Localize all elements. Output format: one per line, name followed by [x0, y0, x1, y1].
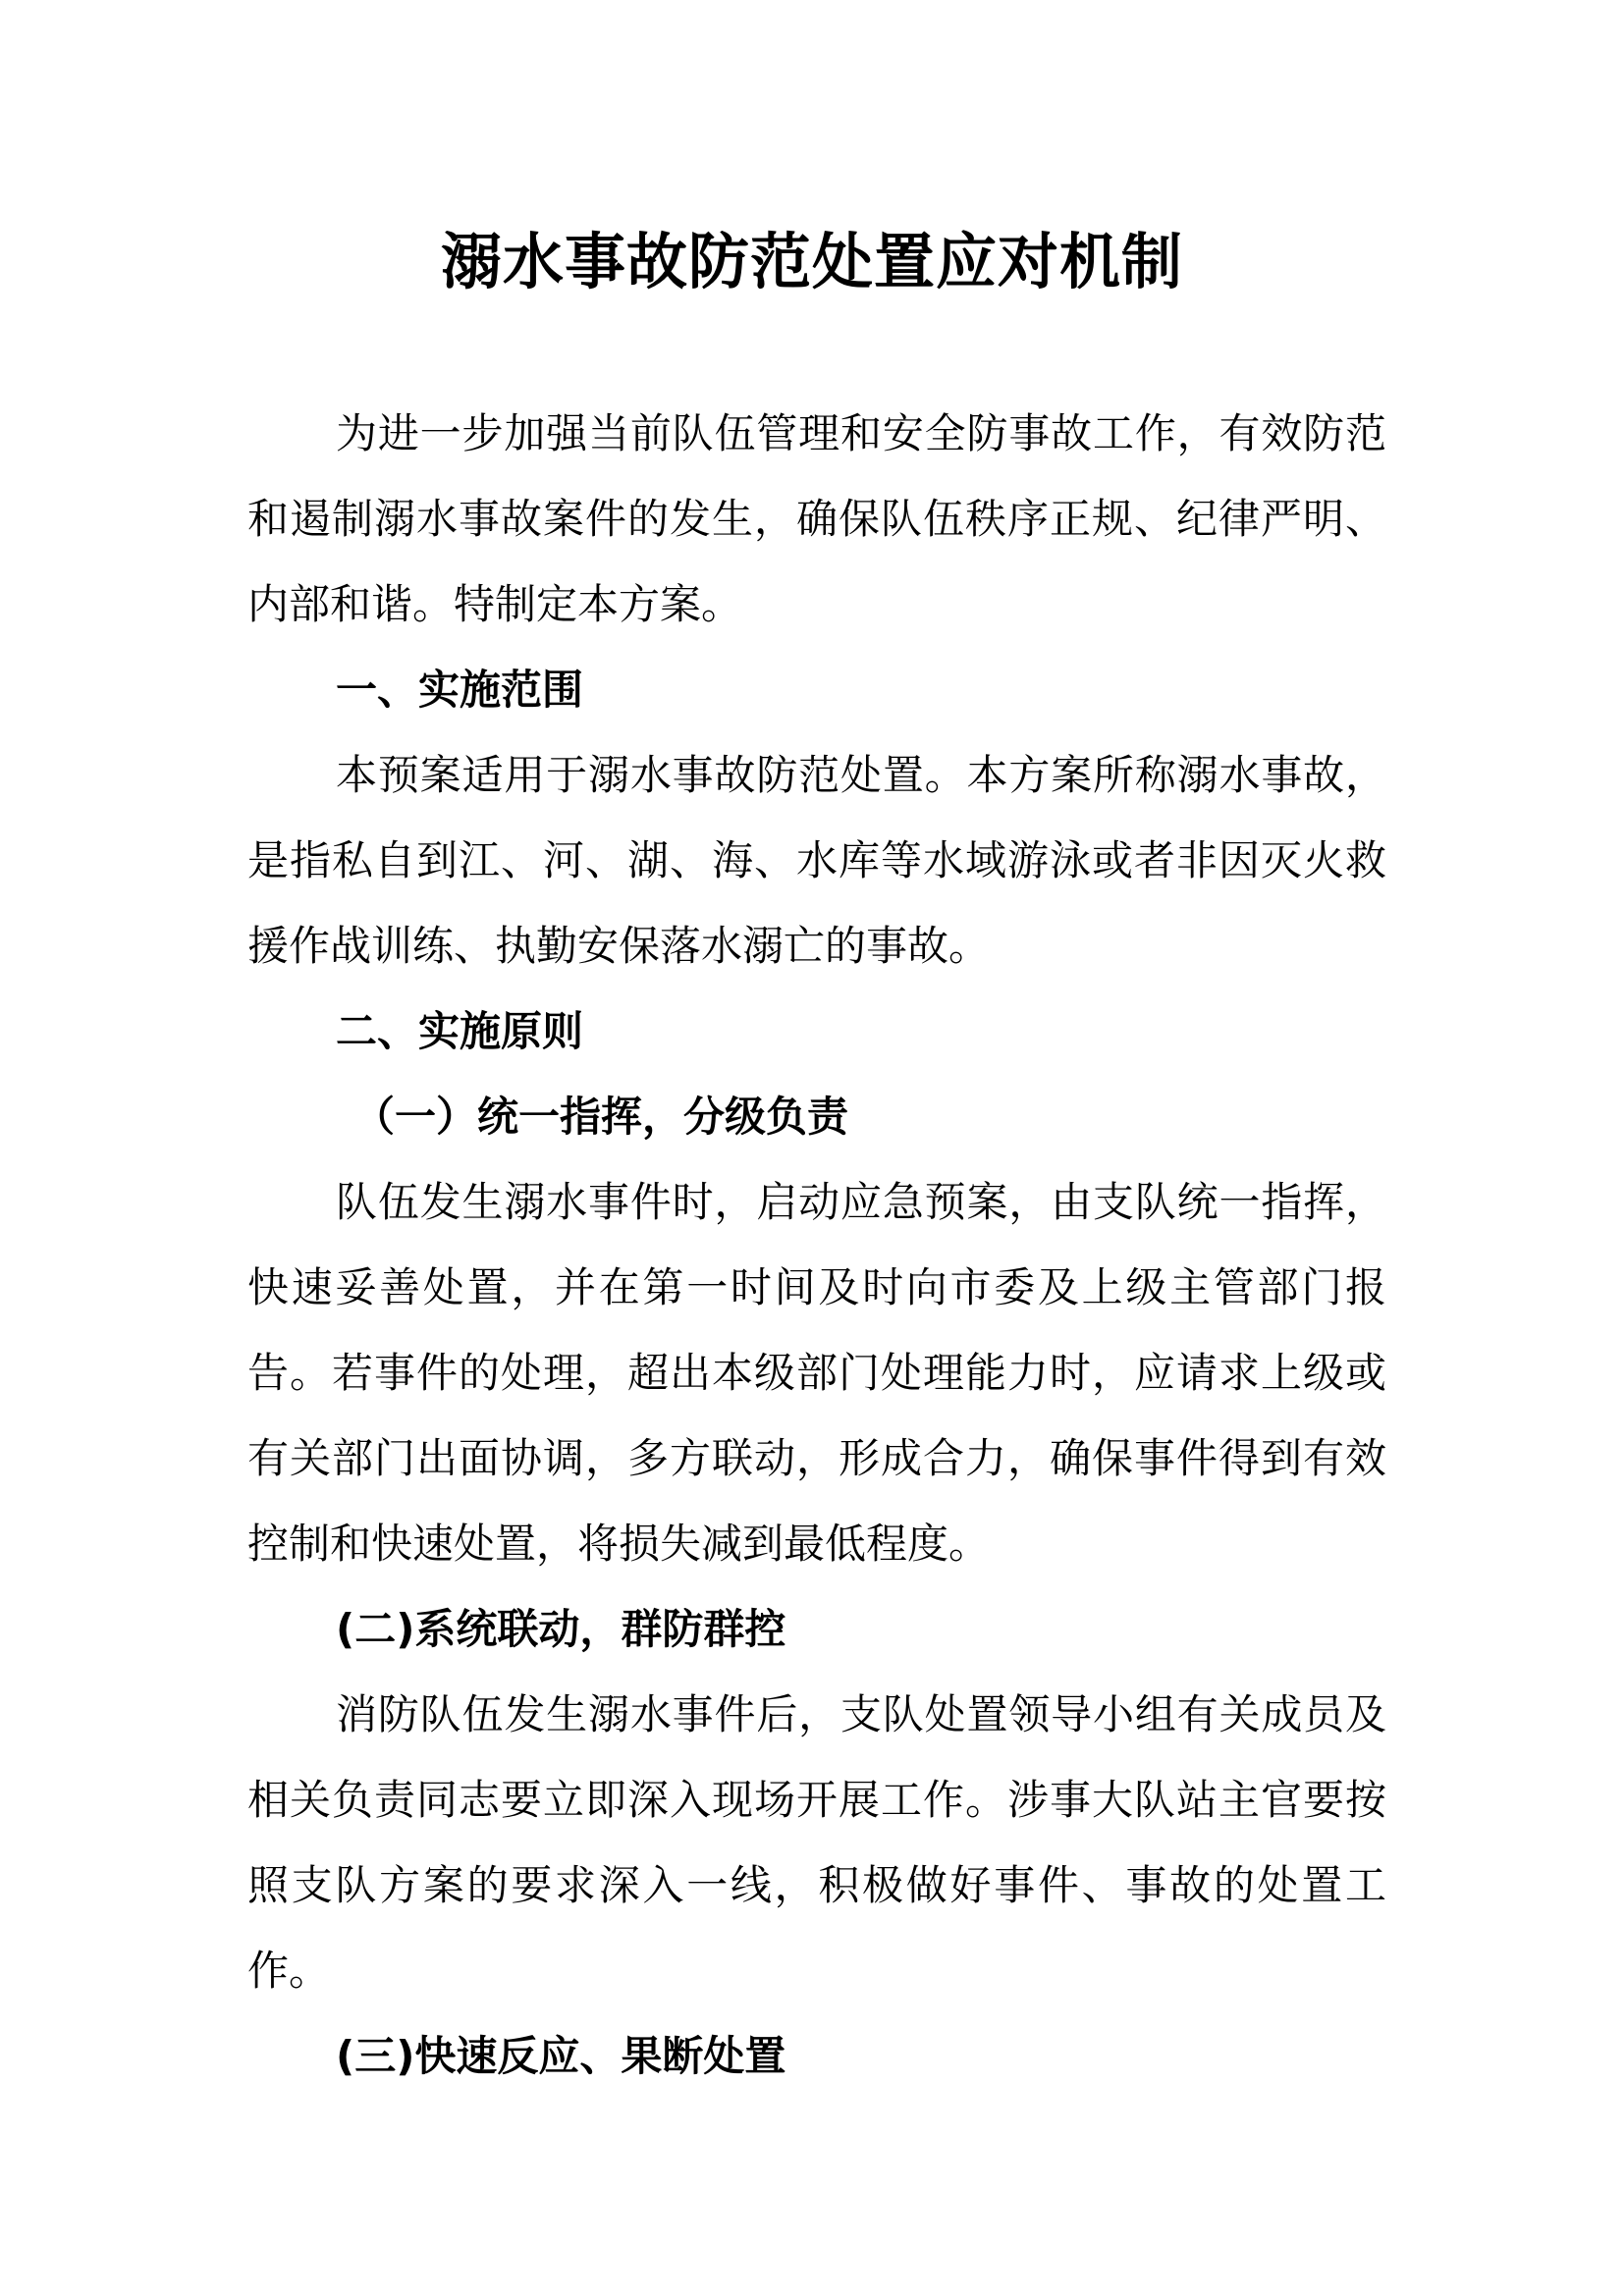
document-body — [247, 391, 1386, 2099]
section-1-paragraph: 本预案适用于溺水事故防范处置。本方案所称溺水事故，是指私自到江、河、湖、海、水库等水域游泳或者非因灭火救援作战训练、执勤安保落水溺亡的事故。 — [247, 751, 1386, 970]
intro-paragraph: 为进一步加强当前队伍管理和安全防事故工作，有效防范和遏制溺水事故案件的发生，确保队伍秩序正规、纪律严明、内部和谐。特制定本方案。 — [247, 409, 1386, 628]
subsection-2-2-paragraph: 消防队伍发生溺水事件后，支队处置领导小组有关成员及相关负责同志要立即深入现场开展工作。涉事大队站主官要按照支队方案的要求深入一线，积极做好事件、事故的处置工作。 — [247, 1690, 1386, 1995]
subsection-2-2-heading: (二)系统联动，群防群控 — [336, 1605, 786, 1653]
subsection-2-1-heading: （一）统一指挥，分级负责 — [353, 1093, 849, 1141]
section-2-heading: 二、实施原则 — [336, 1007, 584, 1055]
document-title: 溺水事故防范处置应对机制 — [440, 226, 1183, 297]
subsection-2-1-paragraph: 队伍发生溺水事件时，启动应急预案，由支队统一指挥，快速妥善处置，并在第一时间及时向市委及上级主管部门报告。若事件的处理，超出本级部门处理能力时，应请求上级或有关部门出面协调，多方联动，形成合力，确保事件得到有效控制和快速处置，将损失减到最低程度。 — [247, 1178, 1386, 1568]
subsection-2-3-heading: (三)快速反应、果断处置 — [336, 2032, 786, 2080]
section-1-heading: 一、实施范围 — [336, 666, 584, 714]
